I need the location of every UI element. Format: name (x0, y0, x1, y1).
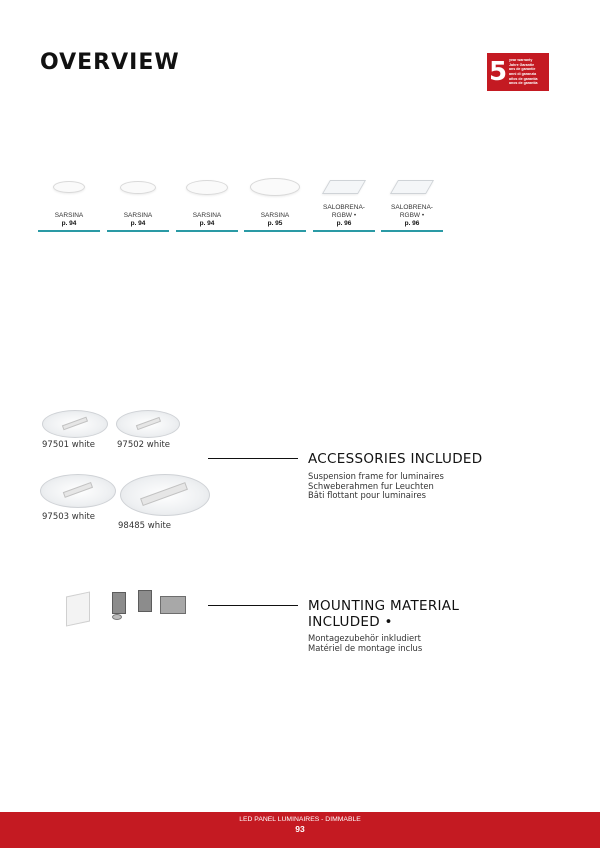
accessories-description (308, 472, 444, 501)
product-page-ref[interactable]: p. 94 (130, 220, 146, 227)
warranty-line: ans de garantie (509, 67, 536, 72)
product-underline (244, 230, 306, 232)
product-card[interactable] (176, 170, 238, 232)
product-image (176, 170, 238, 204)
product-page-ref[interactable]: p. 96 (336, 220, 352, 227)
mounting-clip-image (138, 590, 152, 612)
product-page-ref[interactable]: p. 95 (267, 220, 283, 227)
divider-line (208, 605, 298, 606)
description-line: Schweberahmen fur Leuchten (308, 480, 434, 491)
product-underline (38, 230, 100, 232)
product-underline (107, 230, 169, 232)
product-card[interactable] (107, 170, 169, 232)
mounting-heading-line: INCLUDED • (308, 614, 393, 630)
accessory-label: 97503 white (42, 512, 96, 522)
divider-line (208, 458, 298, 459)
warranty-line: anos de garantia (509, 81, 538, 86)
warranty-years: 5 (488, 57, 508, 87)
warranty-line: Jahre Garantie (509, 62, 535, 67)
mounting-bracket-image (66, 591, 90, 626)
page-number: 93 (295, 824, 305, 834)
product-name: SARSINA (192, 212, 222, 219)
warranty-line: year warranty (509, 58, 533, 63)
description-line: Montagezubehör inkludiert (308, 633, 421, 643)
product-name: SARSINA (54, 212, 84, 219)
product-name: SALOBRENA- RGBW • (323, 204, 365, 219)
accessory-label: 97501 white (42, 440, 96, 450)
footer-section-title: LED PANEL LUMINAIRES - DIMMABLE (239, 816, 361, 823)
warranty-line: años de garantía (509, 76, 538, 81)
mounting-heading-line: MOUNTING MATERIAL (308, 598, 460, 614)
description-line: Bâti flottant pour luminaires (308, 490, 427, 501)
product-image (381, 170, 443, 204)
mounting-heading (308, 598, 459, 630)
description-line: Suspension frame for luminaires (308, 471, 444, 481)
product-page-ref[interactable]: p. 94 (61, 220, 77, 227)
product-name: SALOBRENA- RGBW • (391, 204, 433, 219)
product-page-ref[interactable]: p. 96 (404, 220, 420, 227)
product-card[interactable] (244, 170, 306, 232)
accessory-image (116, 410, 180, 438)
washer-image (112, 614, 122, 620)
product-name: SARSINA (260, 212, 290, 219)
product-image (313, 170, 375, 204)
page-title: OVERVIEW (40, 50, 180, 75)
product-card[interactable] (313, 170, 375, 232)
accessory-image (120, 474, 210, 516)
accessories-heading: ACCESSORIES INCLUDED (308, 451, 483, 467)
warranty-text (509, 58, 538, 86)
product-image (107, 170, 169, 204)
mounting-clip-image (112, 592, 126, 614)
product-card[interactable] (38, 170, 100, 232)
page-footer (0, 812, 600, 848)
description-line: Matériel de montage inclus (308, 642, 423, 653)
accessory-label: 98485 white (118, 521, 172, 531)
product-underline (176, 230, 238, 232)
product-name: SARSINA (123, 212, 153, 219)
mounting-description (308, 634, 422, 653)
warranty-line: anni di garanzia (509, 72, 537, 76)
product-underline (381, 230, 443, 232)
product-page-ref[interactable]: p. 94 (199, 220, 215, 227)
product-image (38, 170, 100, 204)
product-card[interactable] (381, 170, 443, 232)
warranty-badge (487, 53, 549, 91)
accessory-image (42, 410, 108, 438)
mounting-plate-image (160, 596, 186, 614)
product-image (244, 170, 306, 204)
accessory-image (40, 474, 116, 508)
accessory-label: 97502 white (117, 440, 171, 450)
product-underline (313, 230, 375, 232)
